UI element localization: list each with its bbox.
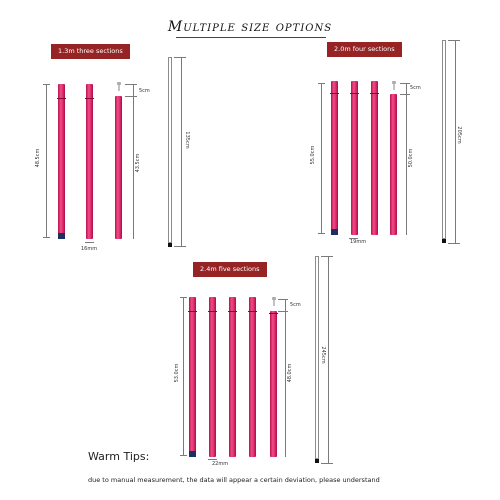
dimension-tick <box>174 57 186 58</box>
pole-section <box>209 297 216 457</box>
end-cap <box>189 451 196 457</box>
dimension-line <box>285 299 286 311</box>
dimension-tick <box>318 83 325 84</box>
connector-pin-tip <box>272 297 276 300</box>
dimension-line <box>328 256 329 463</box>
dimension-line <box>46 84 47 237</box>
end-cap <box>315 459 319 463</box>
dimension-line <box>285 311 286 457</box>
dimension-line <box>133 84 134 96</box>
pin-length-label: 5cm <box>290 302 301 308</box>
connector-pin <box>118 84 120 91</box>
dimension-line <box>181 57 182 246</box>
end-cap <box>331 229 338 235</box>
connector-pin-tip <box>117 82 121 85</box>
title-underline <box>176 37 326 38</box>
pole-section <box>351 81 358 235</box>
dimension-tick <box>180 455 187 456</box>
diameter-label: 16mm <box>81 246 98 252</box>
dimension-tick <box>448 243 460 244</box>
section-length-label: 43.5cm <box>135 153 141 173</box>
dimension-line <box>400 94 410 95</box>
dimension-tick <box>321 463 333 464</box>
pole-section <box>331 81 338 235</box>
pole-section <box>390 94 397 235</box>
connector-pin <box>273 299 275 306</box>
pin-length-label: 5cm <box>410 85 421 91</box>
pole-section <box>371 81 378 235</box>
dimension-line <box>406 83 407 94</box>
dimension-tick <box>43 84 50 85</box>
size-badge: 2.0m four sections <box>327 42 402 57</box>
section-length-label: 50.0cm <box>408 148 414 168</box>
dimension-line <box>400 83 410 84</box>
dimension-tick <box>321 256 333 257</box>
dimension-line <box>278 299 288 300</box>
diameter-line <box>208 459 217 460</box>
dimension-tick <box>448 40 460 41</box>
dimension-line <box>125 96 137 97</box>
dimension-line <box>406 94 407 235</box>
dimension-tick <box>174 246 186 247</box>
dimension-line <box>321 83 322 233</box>
total-length-label: 55.0cm <box>310 145 316 165</box>
assembled-length-label: 205cm <box>456 126 462 144</box>
dimension-line <box>183 297 184 455</box>
size-badge: 1.3m three sections <box>51 44 130 59</box>
pole-section <box>249 297 256 457</box>
end-cap <box>442 239 446 243</box>
assembled-pole <box>315 256 319 459</box>
total-length-label: 53.0cm <box>174 363 180 383</box>
end-cap <box>58 233 65 239</box>
page-title: Multiple size options <box>167 19 333 35</box>
dimension-tick <box>180 297 187 298</box>
assembled-length-label: 135cm <box>184 131 190 149</box>
assembled-length-label: 245cm <box>320 346 326 364</box>
warm-tips-text: due to manual measurement, the data will appear a certain deviation, please understand <box>88 476 380 484</box>
total-length-label: 48.5cm <box>35 148 41 168</box>
diameter-label: 22mm <box>212 461 229 467</box>
dimension-line <box>125 84 137 85</box>
diameter-label: 19mm <box>350 239 367 245</box>
dimension-line <box>278 311 288 312</box>
pole-section <box>115 96 122 239</box>
assembled-pole <box>168 57 172 243</box>
connector-pin <box>393 83 395 90</box>
connector-pin-tip <box>392 81 396 84</box>
dimension-tick <box>318 233 325 234</box>
warm-tips-heading: Warm Tips: <box>88 450 150 463</box>
pole-section <box>189 297 196 457</box>
diameter-line <box>85 242 94 243</box>
dimension-tick <box>43 237 50 238</box>
pole-section <box>86 84 93 239</box>
assembled-pole <box>442 40 446 239</box>
section-length-label: 48.0cm <box>287 363 293 383</box>
pole-section <box>229 297 236 457</box>
end-cap <box>168 243 172 247</box>
pole-section <box>58 84 65 239</box>
pole-section <box>270 311 277 457</box>
dimension-line <box>133 96 134 239</box>
size-badge: 2.4m five sections <box>193 262 267 277</box>
pin-length-label: 5cm <box>139 88 150 94</box>
